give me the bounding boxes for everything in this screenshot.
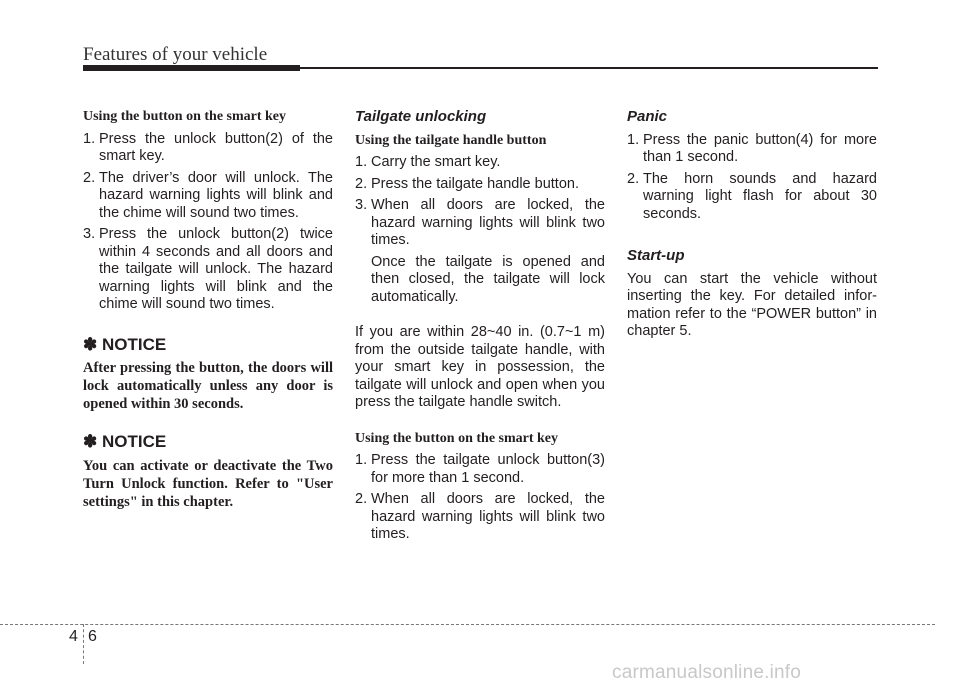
step-text: When all doors are locked, the hazard warning lights will blink two times. — [371, 197, 605, 248]
column-2 — [355, 108, 605, 548]
panic-steps — [627, 132, 877, 224]
watermark: carmanualsonline.info — [612, 662, 802, 683]
tailgate-handle-heading: Using the tailgate handle button — [355, 132, 547, 148]
list-item — [627, 132, 877, 167]
step-number: 2. — [355, 491, 368, 507]
step-number: 1. — [83, 130, 96, 147]
smart-key-button-heading: Using the button on the smart key — [355, 430, 559, 446]
footer-divider — [0, 624, 935, 625]
page-number: 6 — [88, 628, 97, 645]
start-up-title: Start-up — [627, 247, 685, 264]
tailgate-handle-steps — [355, 154, 605, 306]
list-item — [83, 226, 333, 314]
step-text: Press the tailgate handle button. — [371, 175, 579, 192]
step-text: When all doors are locked, the hazard warning lights will blink two times. — [371, 491, 605, 542]
list-item — [355, 197, 605, 306]
smart-key-steps — [83, 131, 333, 314]
column-1 — [83, 108, 333, 511]
list-item — [355, 154, 605, 172]
smart-key-heading: Using the button on the smart key — [83, 109, 287, 124]
step-text: Carry the smart key. — [371, 154, 501, 170]
page-header-title: Features of your vehicle — [83, 44, 268, 65]
step-text: Press the panic button(4) for more than 1 second. — [643, 131, 877, 165]
panic-title: Panic — [627, 108, 668, 125]
footer-vertical-divider — [83, 624, 84, 664]
list-item — [355, 452, 605, 487]
step-text: Press the tailgate unlock button(3) for more than 1 second. — [371, 452, 605, 486]
step-text: Press the unlock button(2) of the smart key. — [99, 130, 333, 164]
list-item — [355, 176, 605, 194]
chapter-number: 4 — [69, 628, 78, 645]
notice-body: After pressing the button, the doors will lock automatically unless any door is opened within 30 seconds. — [83, 360, 333, 412]
step-number: 3. — [83, 226, 96, 242]
step-number: 1. — [627, 131, 640, 148]
start-up-paragraph: You can start the vehicle without inserting the key. For detailed infor-mation refer to the “POWER button” in chapter 5. — [627, 270, 877, 339]
list-item — [83, 131, 333, 166]
notice-title: ✽ NOTICE — [83, 432, 167, 451]
step-number: 2. — [83, 169, 96, 186]
step-number: 3. — [355, 197, 368, 213]
step-text: Press the unlock button(2) twice within 4 seconds and all doors and the tailgate will unlock. The hazard warning lights will blink and the chime will sound two times. — [99, 226, 333, 312]
notice-body: You can activate or deactivate the Two Turn Unlock function. Refer to "User settings" in this chapter. — [83, 457, 333, 510]
tailgate-unlocking-title: Tailgate unlocking — [355, 108, 487, 125]
header-accent-bar — [83, 65, 300, 71]
notice-title: ✽ NOTICE — [83, 334, 167, 354]
step-number: 1. — [355, 154, 368, 170]
step-text: The horn sounds and hazard warning light flash for about 30 seconds. — [643, 170, 877, 222]
proximity-paragraph: If you are within 28~40 in. (0.7~1 m) from the outside tailgate handle, with your smart key in possession, the tailgate will unlock and open when you press the tailgate handle switch. — [355, 324, 605, 410]
step-text: The driver’s door will unlock. The hazard warning lights will blink and the chime will sound two times. — [99, 169, 333, 221]
step-number: 2. — [355, 175, 368, 192]
tailgate-smart-key-steps — [355, 452, 605, 544]
step-continuation: Once the tailgate is opened and then closed, the tailgate will lock automatically. — [371, 253, 605, 305]
list-item — [627, 171, 877, 224]
list-item — [83, 170, 333, 223]
list-item — [355, 491, 605, 544]
step-number: 2. — [627, 170, 640, 187]
step-number: 1. — [355, 452, 368, 468]
column-3 — [627, 108, 877, 341]
